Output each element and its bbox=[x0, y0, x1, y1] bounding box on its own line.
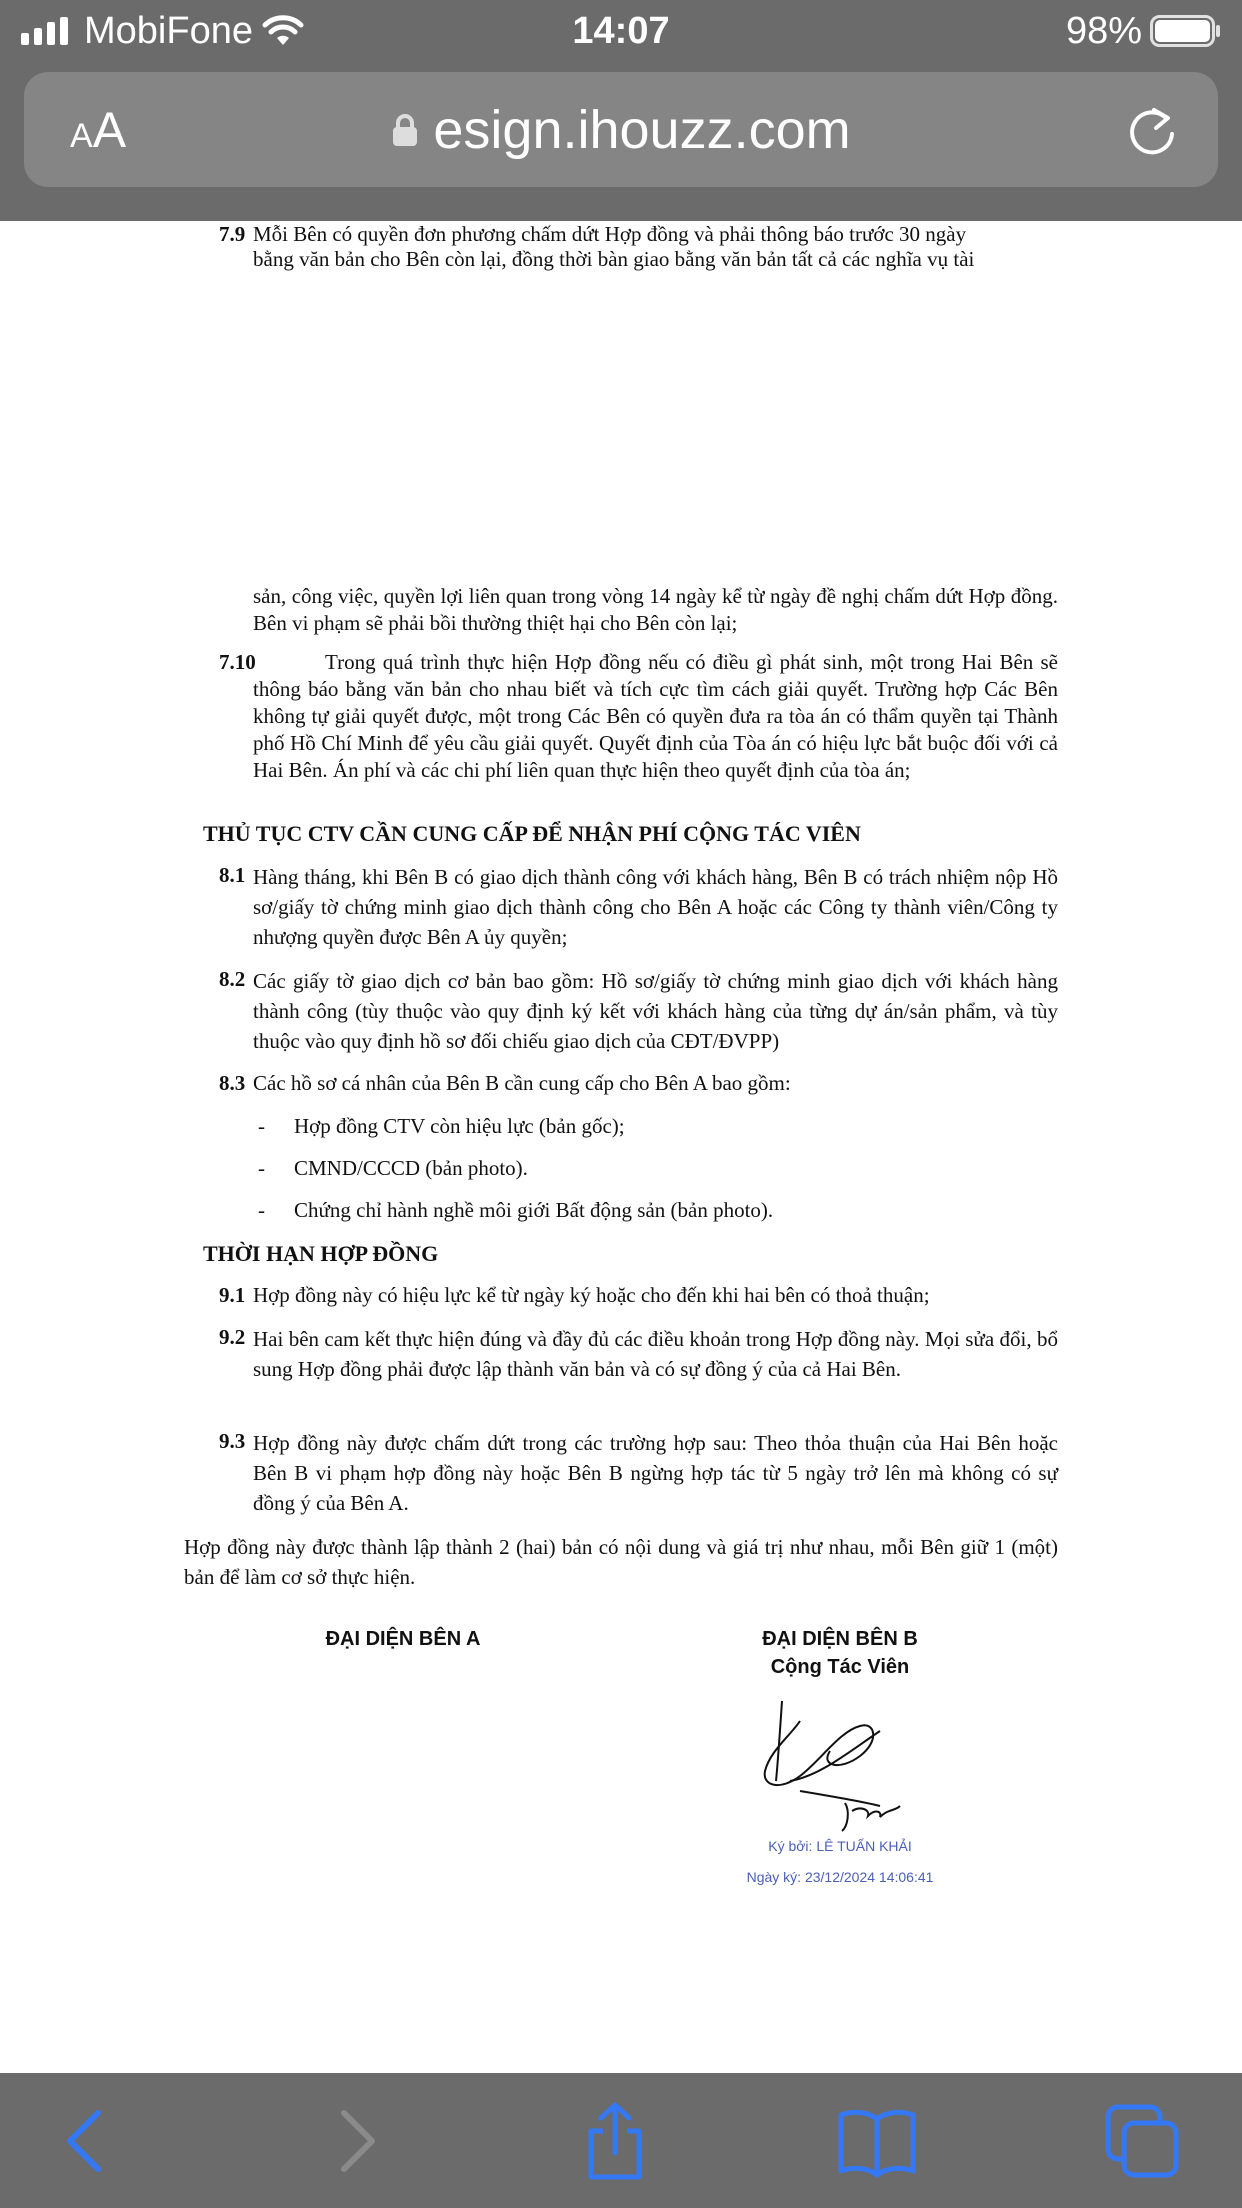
clause-number: 9.1 bbox=[219, 1283, 246, 1307]
clause-number: 8.1 bbox=[219, 863, 246, 887]
battery-icon bbox=[1150, 15, 1222, 47]
section-8-heading: THỦ TỤC CTV CẦN CUNG CẤP ĐỂ NHẬN PHÍ CỘNG TÁC VIÊN bbox=[203, 821, 861, 846]
lock-icon bbox=[391, 113, 419, 147]
bullet-item: Chứng chỉ hành nghề môi giới Bất động sản (bản photo). bbox=[294, 1198, 774, 1222]
clause-number: 8.3 bbox=[219, 1071, 246, 1095]
browser-chrome bbox=[0, 0, 1242, 221]
handwritten-signature bbox=[760, 1691, 920, 1841]
clause-number: 7.10 bbox=[219, 650, 256, 674]
forward-chevron-icon[interactable] bbox=[316, 2101, 396, 2181]
battery-percent: 98% bbox=[1065, 10, 1142, 52]
clause-7-10: Trong quá trình thực hiện Hợp đồng nếu có điều gì phát sinh, một trong Hai Bên sẽ thông báo bằng văn bản cho nhau biết và tích cực tìm cách giải quyết. Trường hợp Các Bên không tự giải quyết được, một trong Các Bên có quyền đưa ra tòa án có thẩm quyền tại Thành phố Hồ Chí Minh để yêu cầu giải quyết. Quyết định của Tòa án có hiệu lực bắt buộc đối với cả Hai Bên. Án phí và các chi phí liên quan thực hiện theo quyết định của tòa án; bbox=[253, 650, 1058, 782]
clause-number: 7.9 bbox=[219, 222, 246, 246]
clause-number: 8.2 bbox=[219, 967, 246, 991]
clause-7-9-continued: sản, công việc, quyền lợi liên quan trong vòng 14 ngày kể từ ngày đề nghị chấm dứt Hợp đồng. Bên vi phạm sẽ phải bồi thường thiệt hại cho Bên còn lại; bbox=[253, 584, 1058, 635]
bullet-dash: - bbox=[258, 1156, 265, 1180]
bullet-dash: - bbox=[258, 1198, 265, 1222]
clause-8-2: Các giấy tờ giao dịch cơ bản bao gồm: Hồ sơ/giấy tờ chứng minh giao dịch với khách hàng thành công (tùy thuộc vào quy định ký kết với khách hàng của từng dự án/sản phẩm, và tùy thuộc vào quy định hồ sơ đối chiếu giao dịch của CĐT/ĐVPP) bbox=[253, 969, 1058, 1053]
clause-number: 9.3 bbox=[219, 1429, 246, 1453]
clause-8-1: Hàng tháng, khi Bên B có giao dịch thành công với khách hàng, Bên B có trách nhiệm nộp Hồ sơ/giấy tờ chứng minh giao dịch thành công cho Bên A hoặc các Công ty thành viên/Công ty nhượng quyền được Bên A ủy quyền; bbox=[253, 865, 1058, 949]
clause-9-1: Hợp đồng này có hiệu lực kể từ ngày ký hoặc cho đến khi hai bên có thoả thuận; bbox=[253, 1283, 930, 1307]
signed-by-label: Ký bởi: LÊ TUẤN KHẢI bbox=[768, 1838, 912, 1854]
signed-date-label: Ngày ký: 23/12/2024 14:06:41 bbox=[746, 1869, 934, 1885]
back-chevron-icon[interactable] bbox=[46, 2101, 126, 2181]
clause-number: 9.2 bbox=[219, 1325, 246, 1349]
status-time: 14:07 bbox=[572, 10, 670, 52]
bullet-item: Hợp đồng CTV còn hiệu lực (bản gốc); bbox=[294, 1114, 625, 1138]
browser-toolbar bbox=[0, 2073, 1242, 2208]
signatory-b-role: Cộng Tác Viên bbox=[770, 1656, 910, 1678]
contract-document bbox=[0, 221, 1242, 2073]
address-bar[interactable] bbox=[24, 72, 1218, 187]
share-icon[interactable] bbox=[575, 2101, 655, 2181]
clause-9-2: Hai bên cam kết thực hiện đúng và đầy đủ các điều khoản trong Hợp đồng này. Mọi sửa đổi, bổ sung Hợp đồng phải được lập thành văn bản và có sự đồng ý của cả Hai Bên. bbox=[253, 1327, 1058, 1381]
clause-7-9-line-1: Mỗi Bên có quyền đơn phương chấm dứt Hợp đồng và phải thông báo trước 30 ngày bbox=[253, 222, 967, 246]
clause-9-3: Hợp đồng này được chấm dứt trong các trường hợp sau: Theo thỏa thuận của Hai Bên hoặc Bên B vi phạm hợp đồng này hoặc Bên B ngừng hợp tác từ 5 ngày trở lên mà không có sự đồng ý của Bên A. bbox=[253, 1431, 1058, 1515]
carrier-name: MobiFone bbox=[84, 10, 253, 52]
reload-icon[interactable] bbox=[1126, 102, 1178, 158]
section-9-heading: THỜI HẠN HỢP ĐỒNG bbox=[203, 1241, 439, 1266]
url-display[interactable] bbox=[24, 100, 1218, 160]
clause-8-3: Các hồ sơ cá nhân của Bên B cần cung cấp cho Bên A bao gồm: bbox=[253, 1071, 791, 1095]
signatory-b-title: ĐẠI DIỆN BÊN B bbox=[762, 1628, 918, 1650]
closing-paragraph: Hợp đồng này được thành lập thành 2 (hai) bản có nội dung và giá trị như nhau, mỗi Bên giữ 1 (một) bản để làm cơ sở thực hiện. bbox=[184, 1535, 1058, 1589]
tabs-icon[interactable] bbox=[1102, 2101, 1182, 2181]
bullet-item: CMND/CCCD (bản photo). bbox=[294, 1156, 528, 1180]
status-bar bbox=[0, 0, 1242, 62]
bookmarks-icon[interactable] bbox=[837, 2101, 917, 2181]
url-text: esign.ihouzz.com bbox=[433, 100, 851, 160]
text-size-button[interactable]: AA bbox=[70, 102, 127, 158]
clause-7-9-line-2: bằng văn bản cho Bên còn lại, đồng thời bàn giao bằng văn bản tất cả các nghĩa vụ tài bbox=[253, 247, 975, 271]
signatory-a-title: ĐẠI DIỆN BÊN A bbox=[325, 1628, 481, 1650]
bullet-dash: - bbox=[258, 1114, 265, 1138]
